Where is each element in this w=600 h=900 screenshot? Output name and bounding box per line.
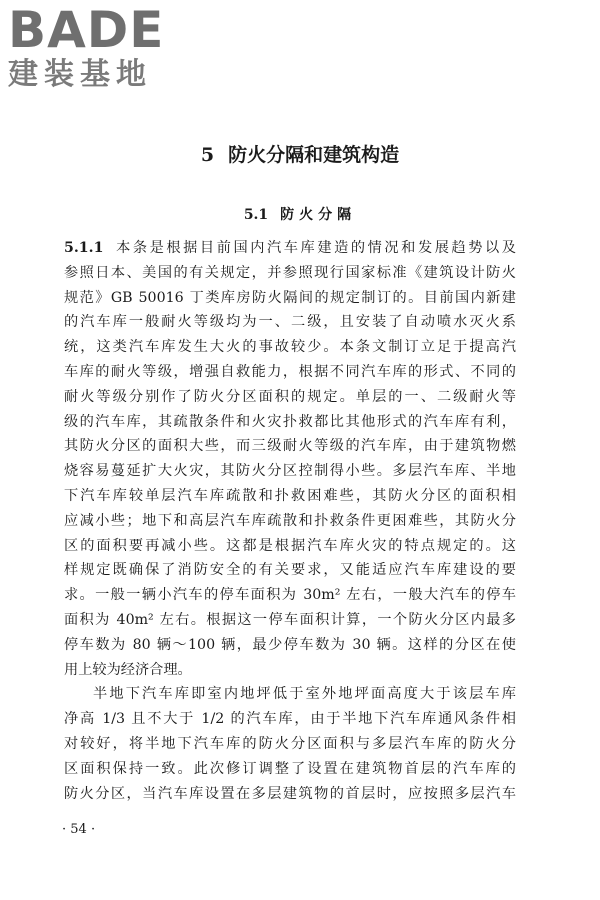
text-line: 统，这类汽车库发生大火的事故较少。本条文制订立足于提高汽 [64,339,516,356]
text-line: 面积为 40m² 左右。根据这一停车面积计算，一个防火分区内最多 [64,611,516,628]
text-line: 求。一般一辆小汽车的停车面积为 30m² 左右，一般大汽车的停车 [64,587,516,604]
text-line: 区面积保持一致。此次修订调整了设置在建筑物首层的汽车库的 [64,760,516,777]
logo-subtitle: 建装基地 [8,57,152,92]
text-line: 样规定既确保了消防安全的有关要求，又能适应汽车库建设的要 [64,562,516,579]
text-line: 净高 1/3 且不大于 1/2 的汽车库，由于半地下汽车库通风条件相 [64,711,516,728]
chapter-heading [0,140,600,167]
section-heading [0,204,600,224]
text-line: 下汽车库较单层汽车库疏散和扑救困难些，其防火分区的面积相 [64,487,516,504]
section-number: 5.1 [243,207,269,223]
text-line: 的汽车库一般耐火等级均为一、二级，且安装了自动喷水灭火系 [64,314,516,331]
text-line: 区的面积要再减小些。这都是根据汽车库火灾的特点规定的。这 [64,537,516,554]
page-number: · 54 · [62,822,96,837]
body-text [64,236,516,806]
text-line: 防火分区，当汽车库设置在多层建筑物的首层时，应按照多层汽车 [64,785,516,802]
chapter-number: 5 [200,144,215,166]
text-line: 参照日本、美国的有关规定，并参照现行国家标准《建筑设计防火 [64,264,516,281]
logo-wordmark: BADE [8,1,165,59]
text-line: 用上较为经济合理。 [64,661,192,678]
text-line: 应减小些；地下和高层汽车库疏散和扑救条件更困难些，其防火分 [64,512,516,529]
text-line: 半地下汽车库即室内地坪低于室外地坪面高度大于该层车库 [93,686,516,703]
text-line: 对较好，将半地下汽车库的防火分区面积与多层汽车库的防火分 [64,735,516,752]
text-line: 规范》GB 50016 丁类库房防火隔间的规定制订的。目前国内新建 [64,289,516,306]
bade-logo [8,1,178,92]
chapter-title: 防火分隔和建筑构造 [228,144,400,166]
text-line: 5.1.1 本条是根据目前国内汽车库建造的情况和发展趋势以及 [64,240,516,256]
text-line: 级的汽车库，其疏散条件和火灾扑救都比其他形式的汽车库有利， [64,413,516,430]
clause-number: 5.1.1 [64,240,104,256]
text-line: 烧容易蔓延扩大火灾，其防火分区控制得小些。多层汽车库、半地 [64,463,516,480]
text-line: 车库的耐火等级，增强自救能力，根据不同汽车库的形式、不同的 [64,363,516,380]
text-line: 耐火等级分别作了防火分区面积的规定。单层的一、二级耐火等 [64,388,516,405]
section-title: 防火分隔 [280,207,357,223]
text-line: 停车数为 80 辆～100 辆，最少停车数为 30 辆。这样的分区在使 [64,636,516,653]
text-line: 其防火分区的面积大些，而三级耐火等级的汽车库，由于建筑物燃 [64,438,516,455]
